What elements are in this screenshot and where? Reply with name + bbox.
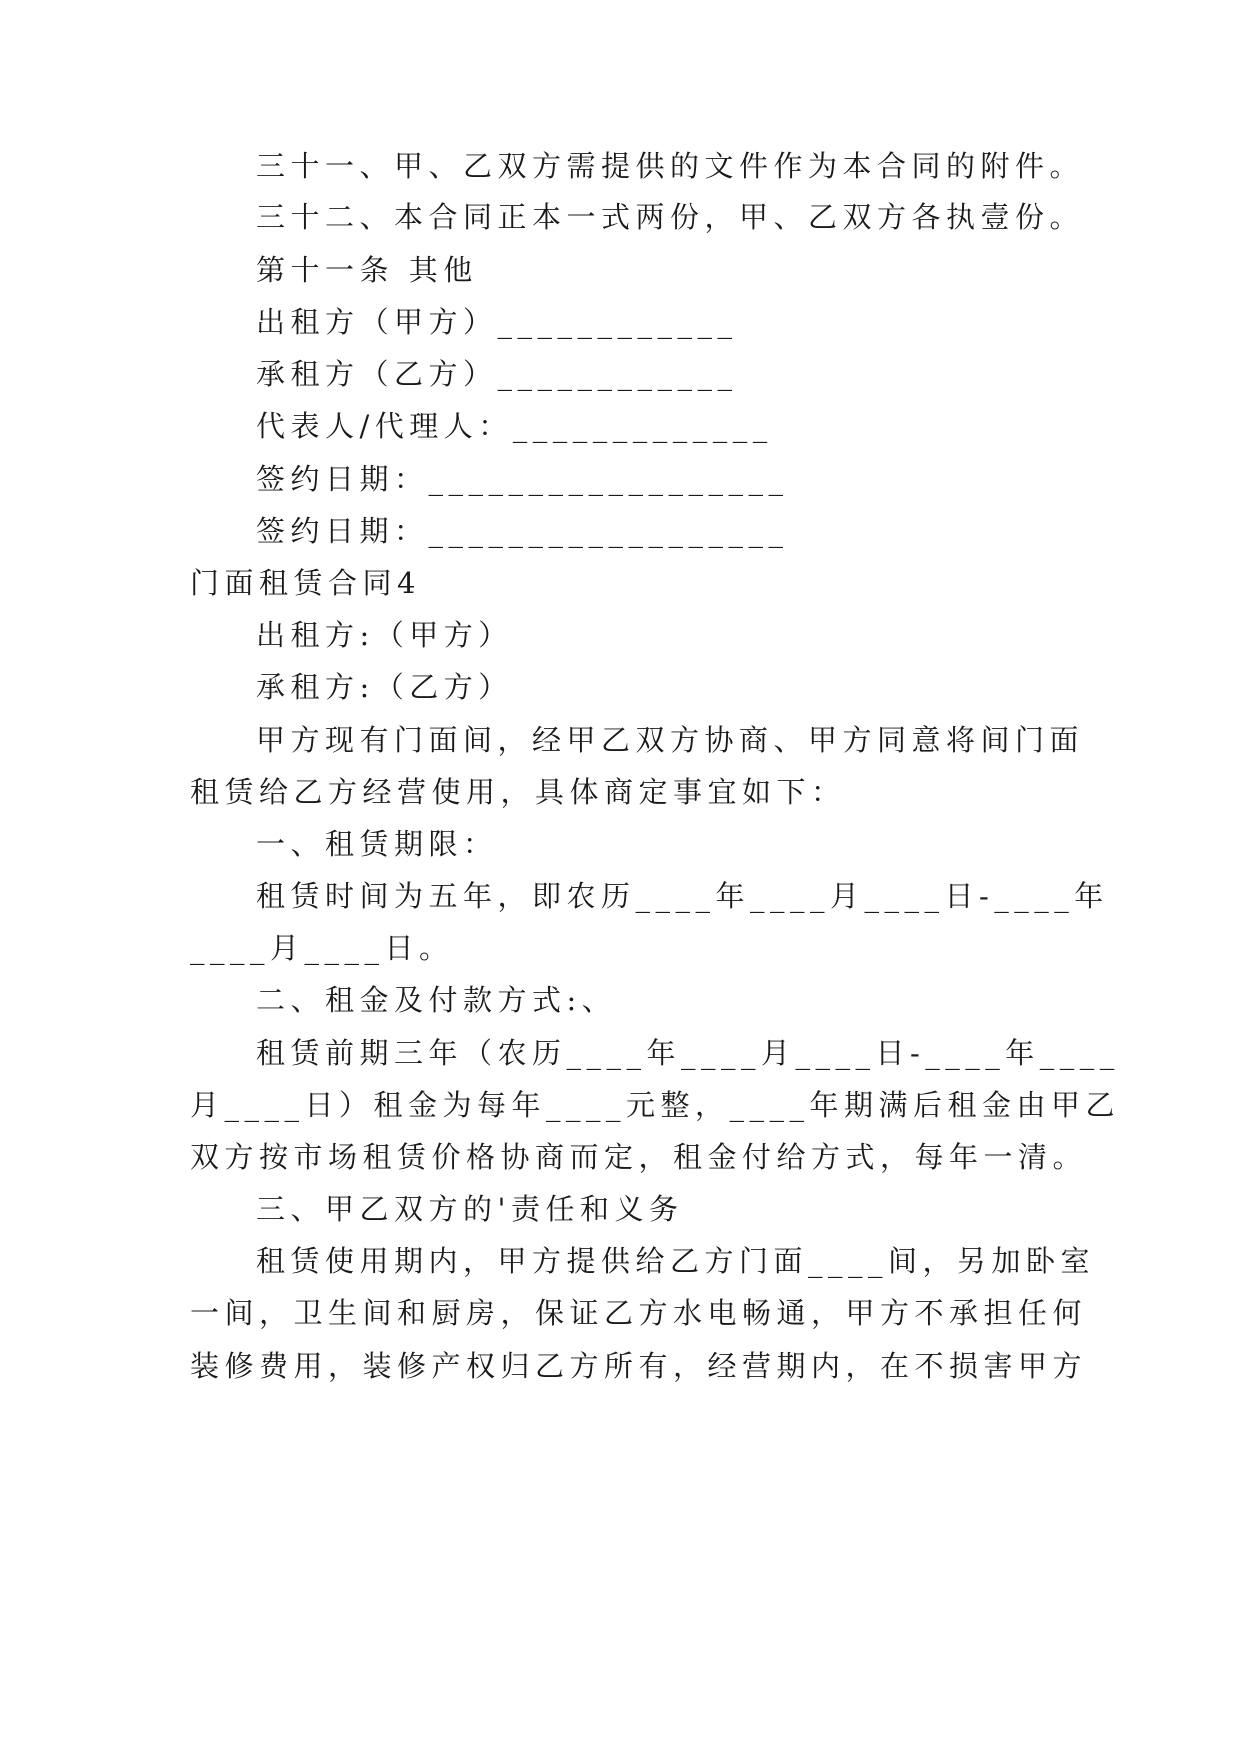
document-title: 门面租赁合同4 xyxy=(190,566,421,600)
section-heading: 第十一条 其他 xyxy=(256,253,478,287)
paragraph-line: 双方按市场租赁价格协商而定，租金付给方式，每年一清。 xyxy=(190,1140,1088,1174)
signature-line-date: 签约日期：__________________ xyxy=(256,514,789,548)
section-heading: 二、租金及付款方式:、 xyxy=(256,983,617,1017)
paragraph-line: ____月____日。 xyxy=(190,931,454,965)
paragraph-line: 三十二、本合同正本一式两份，甲、乙双方各执壹份。 xyxy=(256,200,1085,234)
paragraph-line: 一间，卫生间和厨房，保证乙方水电畅通，甲方不承担任何 xyxy=(190,1296,1088,1330)
paragraph-line: 租赁时间为五年，即农历____年____月____日-____年 xyxy=(256,879,1109,913)
paragraph-line: 租赁前期三年（农历____年____月____日-____年____ xyxy=(256,1036,1120,1070)
paragraph-line: 租赁给乙方经营使用，具体商定事宜如下： xyxy=(190,775,846,809)
signature-line-lessee: 承租方（乙方）____________ xyxy=(256,357,738,391)
party-line-lessor: 出租方:（甲方） xyxy=(256,618,513,652)
party-line-lessee: 承租方:（乙方） xyxy=(256,670,513,704)
section-heading: 三、甲乙双方的'责任和义务 xyxy=(256,1192,684,1226)
section-heading: 一、租赁期限： xyxy=(256,827,498,861)
paragraph-line: 三十一、甲、乙双方需提供的文件作为本合同的附件。 xyxy=(256,149,1085,183)
signature-line-representative: 代表人/代理人：_____________ xyxy=(256,409,773,443)
paragraph-line: 租赁使用期内，甲方提供给乙方门面____间，另加卧室 xyxy=(256,1244,1096,1278)
paragraph-line: 甲方现有门面间，经甲乙双方协商、甲方同意将间门面 xyxy=(256,723,1085,757)
signature-line-lessor: 出租方（甲方）____________ xyxy=(256,305,738,339)
paragraph-line: 装修费用，装修产权归乙方所有，经营期内，在不损害甲方 xyxy=(190,1349,1088,1383)
signature-line-date: 签约日期：__________________ xyxy=(256,462,789,496)
paragraph-line: 月____日）租金为每年____元整，____年期满后租金由甲乙 xyxy=(190,1088,1121,1122)
